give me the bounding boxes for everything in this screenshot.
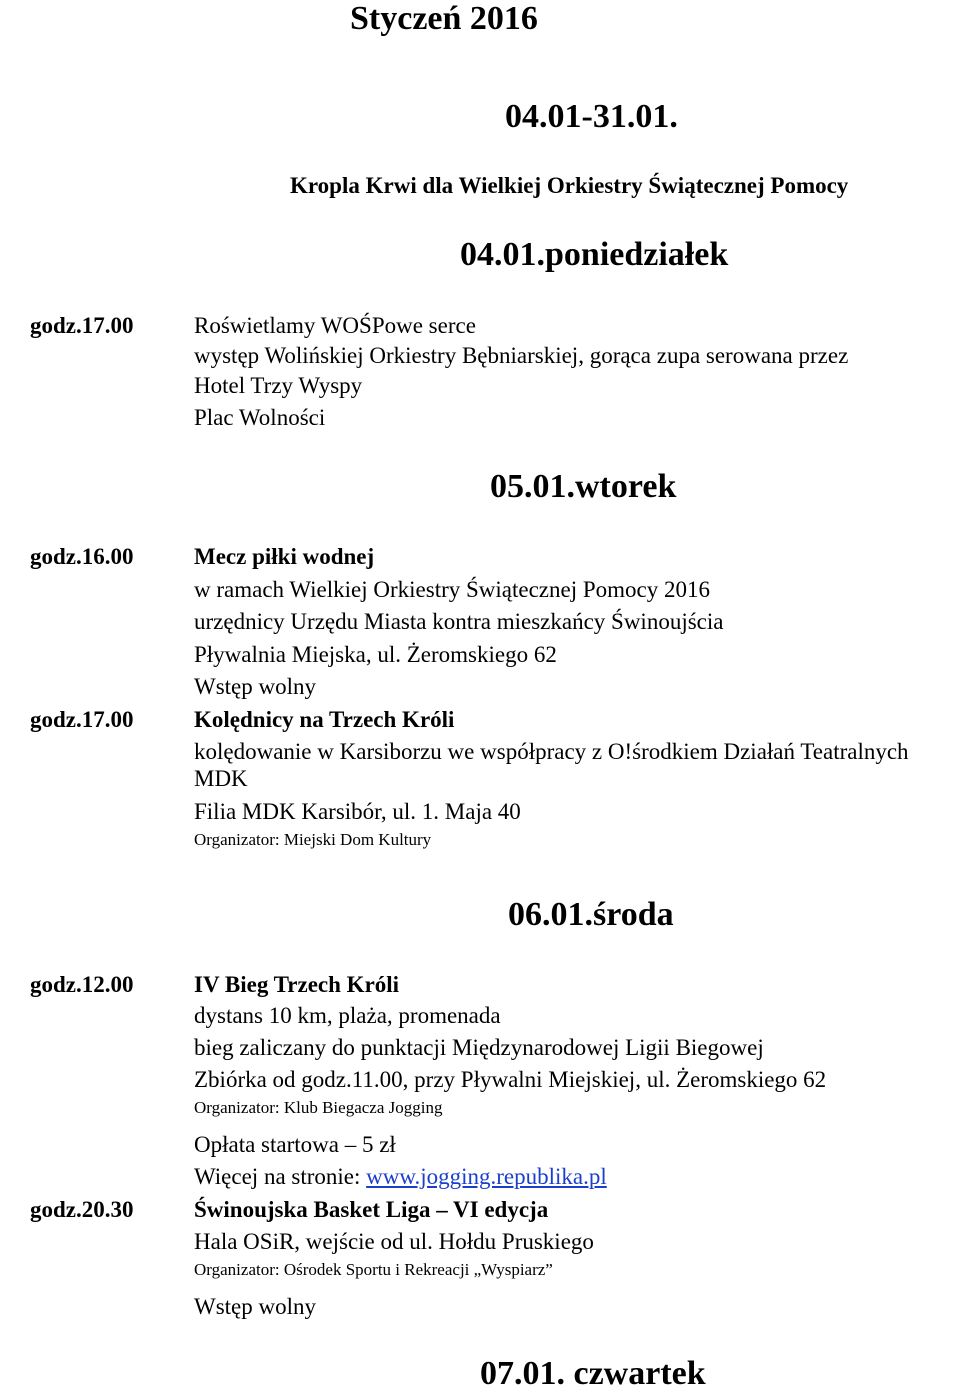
day-heading: 07.01. czwartek: [480, 1355, 706, 1392]
event-detail: występ Wolińskiej Orkiestry Bębniarskiej, gorąca zupa serowana przez: [194, 343, 849, 368]
event-entry: Wstęp wolny: [194, 674, 317, 699]
event-title: Kolędnicy na Trzech Króli: [194, 707, 455, 732]
event-time: godz.17.00: [30, 313, 134, 338]
day-heading: 04.01.poniedziałek: [460, 236, 729, 273]
campaign-date-range: 04.01-31.01.: [505, 98, 678, 135]
event-detail: kolędowanie w Karsiborzu we współpracy z O!środkiem Działań Teatralnych: [194, 739, 909, 764]
event-time: godz.16.00: [30, 544, 134, 569]
event-title: Świnoujska Basket Liga – VI edycja: [194, 1197, 549, 1222]
event-time: godz.12.00: [30, 972, 134, 997]
event-title: Mecz piłki wodnej: [194, 544, 375, 569]
event-organizer: Organizator: Ośrodek Sportu i Rekreacji „Wyspiarz”: [194, 1260, 553, 1279]
event-venue: Filia MDK Karsibór, ul. 1. Maja 40: [194, 799, 521, 824]
event-time: godz.17.00: [30, 707, 134, 732]
day-heading: 05.01.wtorek: [490, 468, 677, 505]
event-detail: urzędnicy Urzędu Miasta kontra mieszkańcy Świnoujścia: [194, 609, 724, 634]
event-organizer: Organizator: Klub Biegacza Jogging: [194, 1098, 443, 1117]
event-title: IV Bieg Trzech Króli: [194, 972, 400, 997]
event-organizer: Organizator: Miejski Dom Kultury: [194, 830, 432, 849]
more-info-label: Więcej na stronie:: [194, 1164, 367, 1189]
event-entry: Wstęp wolny: [194, 1294, 317, 1319]
event-detail: Zbiórka od godz.11.00, przy Pływalni Miejskiej, ul. Żeromskiego 62: [194, 1067, 827, 1092]
event-detail: bieg zaliczany do punktacji Międzynarodowej Ligii Biegowej: [194, 1035, 764, 1060]
event-fee: Opłata startowa – 5 zł: [194, 1132, 396, 1157]
event-more-info: [194, 1165, 607, 1188]
campaign-title: Kropla Krwi dla Wielkiej Orkiestry Świątecznej Pomocy: [290, 173, 849, 198]
event-time: godz.20.30: [30, 1197, 134, 1222]
website-link[interactable]: www.jogging.republika.pl: [366, 1164, 607, 1189]
event-detail: Hotel Trzy Wyspy: [194, 373, 363, 398]
event-title: Roświetlamy WOŚPowe serce: [194, 313, 476, 338]
event-detail: dystans 10 km, plaża, promenada: [194, 1003, 501, 1028]
event-venue: Pływalnia Miejska, ul. Żeromskiego 62: [194, 642, 557, 667]
event-venue: Plac Wolności: [194, 405, 326, 430]
page-title: Styczeń 2016: [350, 0, 538, 37]
event-detail: MDK: [194, 766, 248, 791]
event-venue: Hala OSiR, wejście od ul. Hołdu Pruskiego: [194, 1229, 594, 1254]
day-heading: 06.01.środa: [508, 896, 674, 933]
event-detail: w ramach Wielkiej Orkiestry Świątecznej Pomocy 2016: [194, 577, 711, 602]
